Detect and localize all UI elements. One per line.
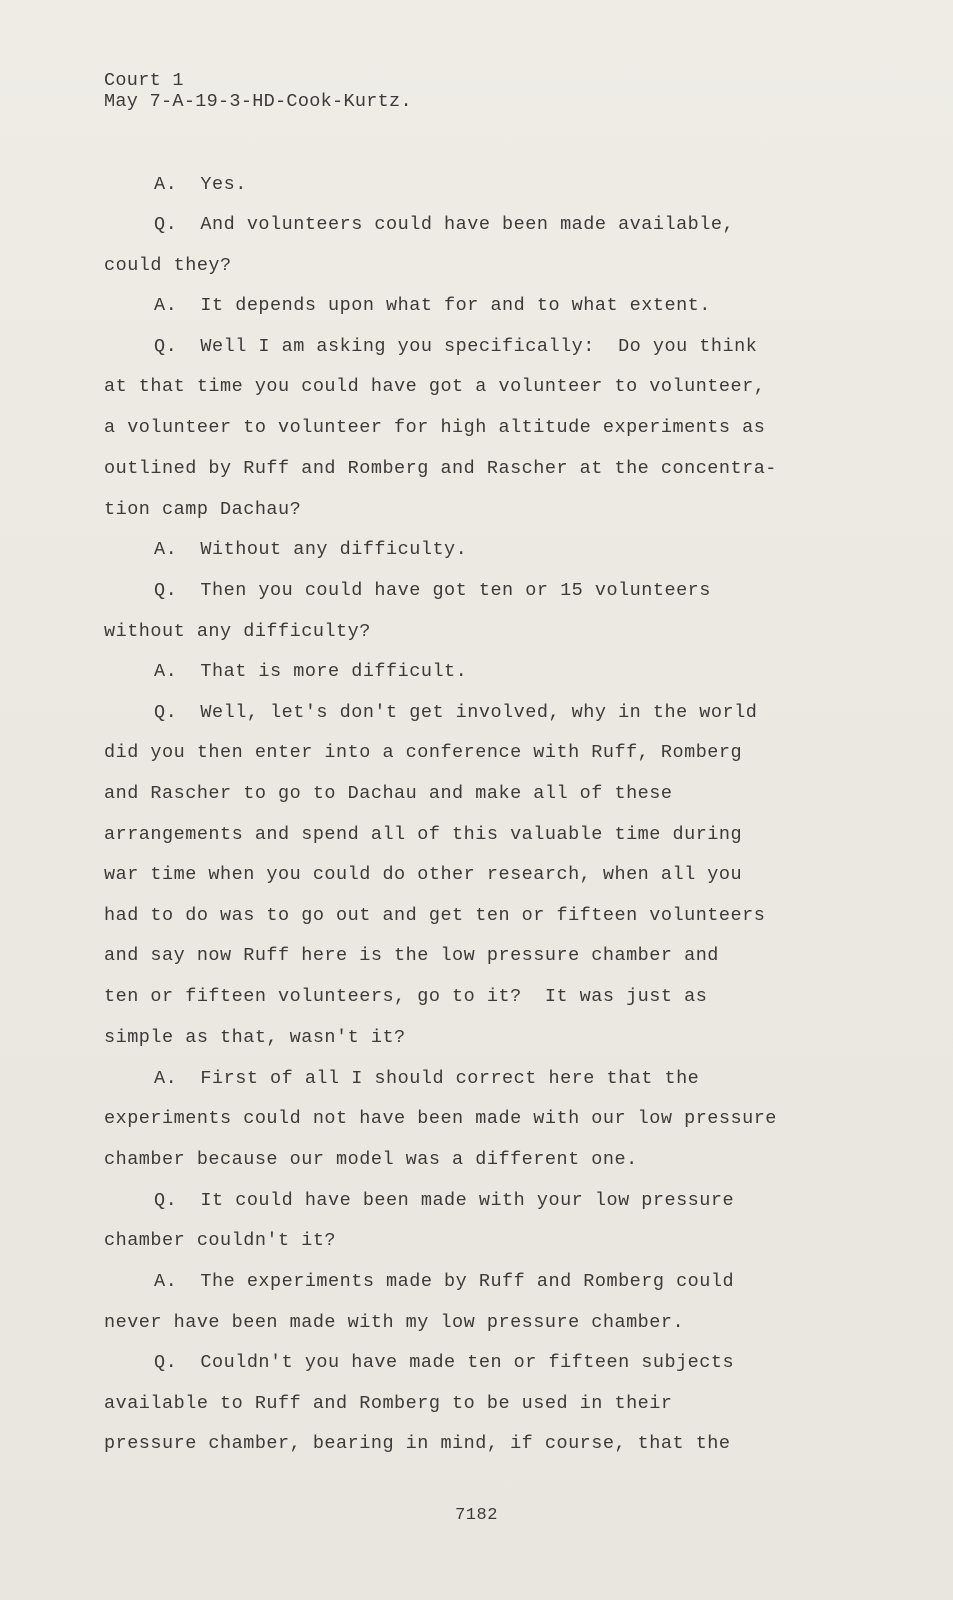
transcript-line: Q. And volunteers could have been made available, <box>154 214 735 235</box>
transcript-line: tion camp Dachau? <box>104 499 302 520</box>
transcript-line: experiments could not have been made with our low pressure <box>104 1108 777 1129</box>
transcript-line: Q. Well, let's don't get involved, why in the world <box>154 702 758 723</box>
transcript-line: at that time you could have got a volunteer to volunteer, <box>104 376 766 397</box>
transcript-line: available to Ruff and Romberg to be used in their <box>104 1393 673 1414</box>
transcript-line: A. Without any difficulty. <box>154 539 468 560</box>
transcript-line: chamber because our model was a different one. <box>104 1149 638 1170</box>
session-reference: May 7-A-19-3-HD-Cook-Kurtz. <box>104 91 412 112</box>
transcript-line: and say now Ruff here is the low pressure chamber and <box>104 945 719 966</box>
transcript-line: arrangements and spend all of this valuable time during <box>104 824 743 845</box>
transcript-line: did you then enter into a conference with Ruff, Romberg <box>104 742 743 763</box>
transcript-line: Q. Couldn't you have made ten or fifteen subjects <box>154 1352 735 1373</box>
transcript-line: outlined by Ruff and Romberg and Rascher at the concentra- <box>104 458 777 479</box>
transcript-line: A. The experiments made by Ruff and Romberg could <box>154 1271 735 1292</box>
transcript-line: A. It depends upon what for and to what extent. <box>154 295 711 316</box>
transcript-line: A. Yes. <box>154 174 247 195</box>
transcript-line: war time when you could do other research, when all you <box>104 864 743 885</box>
transcript-line: pressure chamber, bearing in mind, if course, that the <box>104 1433 731 1454</box>
transcript-line: ten or fifteen volunteers, go to it? It was just as <box>104 986 708 1007</box>
court-label: Court 1 <box>104 70 184 91</box>
transcript-line: Q. Well I am asking you specifically: Do you think <box>154 336 758 357</box>
transcript-line: simple as that, wasn't it? <box>104 1027 406 1048</box>
transcript-line: could they? <box>104 255 232 276</box>
transcript-line: A. That is more difficult. <box>154 661 468 682</box>
page-number: 7182 <box>455 1506 498 1525</box>
transcript-line: Q. It could have been made with your low pressure <box>154 1190 735 1211</box>
header <box>104 70 412 112</box>
transcript-line: A. First of all I should correct here that the <box>154 1068 700 1089</box>
transcript-line: had to do was to go out and get ten or fifteen volunteers <box>104 905 766 926</box>
transcript-line: chamber couldn't it? <box>104 1230 337 1251</box>
transcript-line: Q. Then you could have got ten or 15 volunteers <box>154 580 711 601</box>
transcript-line: a volunteer to volunteer for high altitude experiments as <box>104 417 766 438</box>
transcript-line: without any difficulty? <box>104 621 371 642</box>
transcript-line: and Rascher to go to Dachau and make all of these <box>104 783 673 804</box>
transcript-line: never have been made with my low pressure chamber. <box>104 1312 685 1333</box>
